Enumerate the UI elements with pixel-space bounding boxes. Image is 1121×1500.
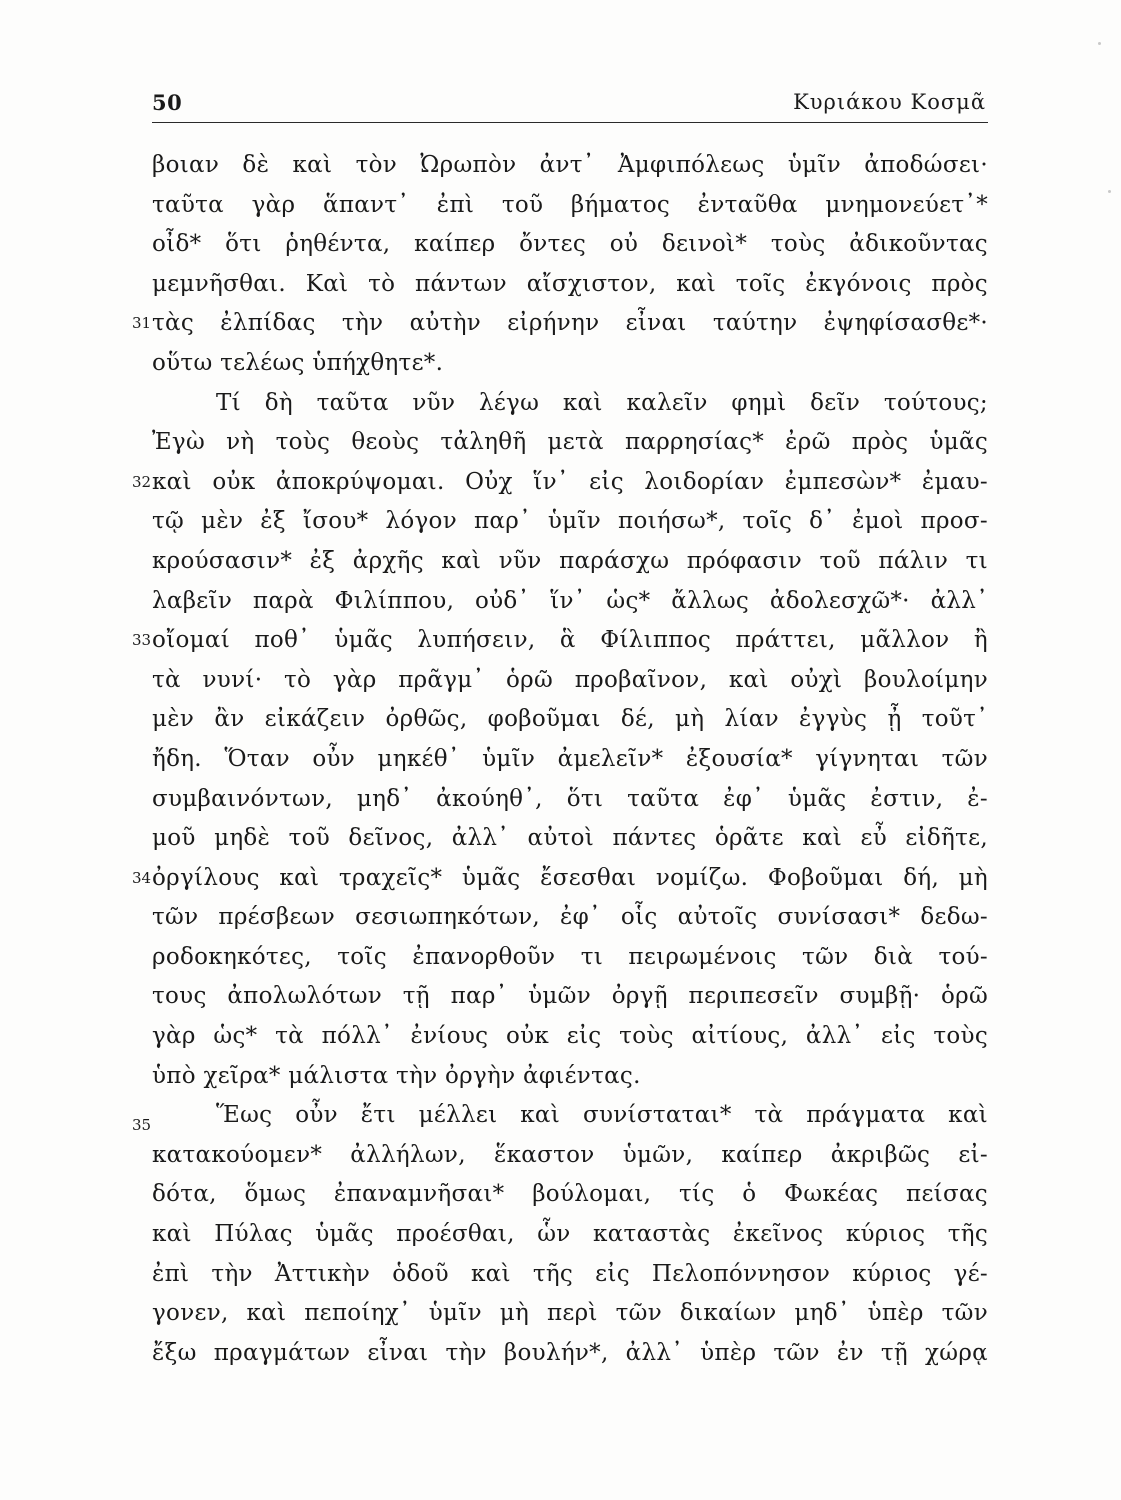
text-line: [152, 1057, 988, 1097]
line-text: τῶν πρέσβεων σεσιωπηκότων, ἐφ᾽ οἷς αὐτοῖς συνίσασι* δεδω-: [152, 904, 988, 931]
text-line: [152, 1136, 988, 1176]
section-number: 31: [132, 314, 152, 333]
line-text: καὶ Πύλας ὑμᾶς προέσθαι, ὧν καταστὰς ἐκεῖνος κύριος τῆς: [152, 1221, 988, 1248]
line-text: δότα, ὅμως ἐπαναμνῆσαι* βούλομαι, τίς ὁ Φωκέας πείσας: [152, 1181, 988, 1208]
section-number: 32: [132, 472, 152, 491]
text-line: [152, 582, 988, 622]
line-text: οὕτω τελέως ὑπήχθητε*.: [152, 349, 444, 376]
line-text: ὀργίλους καὶ τραχεῖς* ὑμᾶς ἔσεσθαι νομίζω. Φοβοῦμαι δή, μὴ: [152, 864, 988, 891]
text-line: [132, 859, 988, 899]
section-number: 35: [132, 1116, 152, 1135]
line-text: μοῦ μηδὲ τοῦ δεῖνος, ἀλλ᾽ αὐτοὶ πάντες ὁρᾶτε καὶ εὖ εἰδῆτε,: [152, 825, 988, 852]
line-text: μεμνῆσθαι. Καὶ τὸ πάντων αἴσχιστον, καὶ τοῖς ἐκγόνοις πρὸς: [152, 270, 988, 297]
section-number: 34: [132, 868, 152, 887]
text-line: [152, 977, 988, 1017]
scan-speck: [1098, 42, 1101, 45]
scan-speck: [1108, 190, 1111, 193]
body-text: [132, 146, 988, 1373]
section-number: 33: [132, 631, 152, 650]
line-text: ἔξω πραγμάτων εἶναι τὴν βουλήν*, ἀλλ᾽ ὑπὲρ τῶν ἐν τῇ χώρᾳ: [152, 1339, 988, 1366]
line-text: ἤδη. Ὅταν οὖν μηκέθ᾽ ὑμῖν ἀμελεῖν* ἐξουσία* γίγνηται τῶν: [152, 745, 988, 772]
line-text: τους ἀπολωλότων τῇ παρ᾽ ὑμῶν ὀργῇ περιπεσεῖν συμβῇ· ὁρῶ: [152, 983, 988, 1010]
text-line: [152, 898, 988, 938]
page-number: 50: [152, 90, 183, 115]
text-line: [152, 502, 988, 542]
line-text: ὑπὸ χεῖρα* μάλιστα τὴν ὀργὴν ἀφιέντας.: [152, 1062, 641, 1089]
text-line: [152, 700, 988, 740]
text-line: [152, 265, 988, 305]
line-text: οἴομαί ποθ᾽ ὑμᾶς λυπήσειν, ἃ Φίλιππος πράττει, μᾶλλον ἢ: [152, 627, 988, 654]
line-text: λαβεῖν παρὰ Φιλίππου, οὐδ᾽ ἵν᾽ ὡς* ἄλλως ἀδολεσχῶ*· ἀλλ᾽: [152, 587, 988, 614]
text-line: [152, 1175, 988, 1215]
line-text: συμβαινόντων, μηδ᾽ ἀκούηθ᾽, ὅτι ταῦτα ἐφ᾽ ὑμᾶς ἐστιν, ἐ-: [152, 785, 988, 812]
text-line: [152, 1255, 988, 1295]
line-text: οἶδ* ὅτι ῥηθέντα, καίπερ ὄντες οὐ δεινοὶ* τοὺς ἀδικοῦντας: [152, 231, 988, 258]
line-text: Τί δὴ ταῦτα νῦν λέγω καὶ καλεῖν φημὶ δεῖν τούτους;: [216, 389, 988, 416]
line-text: καὶ οὐκ ἀποκρύψομαι. Οὐχ ἵν᾽ εἰς λοιδορίαν ἐμπεσὼν* ἐμαυ-: [152, 468, 988, 495]
text-line: [152, 146, 988, 186]
text-line: [152, 186, 988, 226]
text-line: [152, 661, 988, 701]
text-line: [152, 1017, 988, 1057]
text-line: [152, 780, 988, 820]
text-line: [132, 304, 988, 344]
running-head: Κυριάκου Κοσμᾶ: [793, 90, 986, 114]
text-line: [152, 344, 988, 384]
line-text: τὰς ἐλπίδας τὴν αὐτὴν εἰρήνην εἶναι ταύτην ἐψηφίσασθε*·: [152, 310, 988, 337]
text-line: [132, 1096, 988, 1136]
line-text: γὰρ ὡς* τὰ πόλλ᾽ ἐνίους οὐκ εἰς τοὺς αἰτίους, ἀλλ᾽ εἰς τοὺς: [152, 1023, 988, 1050]
text-line: [152, 1334, 988, 1374]
line-text: Ἐγὼ νὴ τοὺς θεοὺς τἀληθῆ μετὰ παρρησίας* ἐρῶ πρὸς ὑμᾶς: [152, 429, 988, 456]
line-text: βοιαν δὲ καὶ τὸν Ὠρωπὸν ἀντ᾽ Ἀμφιπόλεως ὑμῖν ἀποδώσει·: [152, 152, 988, 178]
text-line: [152, 1294, 988, 1334]
text-line: [152, 423, 988, 463]
line-text: τῷ μὲν ἐξ ἴσου* λόγον παρ᾽ ὑμῖν ποιήσω*, τοῖς δ᾽ ἐμοὶ προσ-: [152, 508, 988, 535]
line-text: μὲν ἂν εἰκάζειν ὀρθῶς, φοβοῦμαι δέ, μὴ λίαν ἐγγὺς ᾖ τοῦτ᾽: [152, 706, 988, 733]
text-line: [152, 225, 988, 265]
line-text: γονεν, καὶ πεποίηχ᾽ ὑμῖν μὴ περὶ τῶν δικαίων μηδ᾽ ὑπὲρ τῶν: [152, 1300, 988, 1327]
line-text: Ἕως οὖν ἔτι μέλλει καὶ συνίσταται* τὰ πράγματα καὶ: [216, 1102, 988, 1129]
text-line: [132, 463, 988, 503]
text-line: [132, 621, 988, 661]
line-text: κατακούομεν* ἀλλήλων, ἕκαστον ὑμῶν, καίπερ ἀκριβῶς εἰ-: [152, 1141, 988, 1168]
text-line: [152, 938, 988, 978]
text-line: [152, 542, 988, 582]
line-text: τὰ νυνί· τὸ γὰρ πρᾶγμ᾽ ὁρῶ προβαῖνον, καὶ οὐχὶ βουλοίμην: [152, 666, 988, 693]
text-line: [152, 384, 988, 424]
text-line: [152, 1215, 988, 1255]
text-line: [152, 740, 988, 780]
line-text: ταῦτα γὰρ ἅπαντ᾽ ἐπὶ τοῦ βήματος ἐνταῦθα μνημονεύετ᾽*: [152, 191, 988, 218]
line-text: ἐπὶ τὴν Ἀττικὴν ὁδοῦ καὶ τῆς εἰς Πελοπόννησον κύριος γέ-: [152, 1260, 988, 1287]
line-text: ροδοκηκότες, τοῖς ἐπανορθοῦν τι πειρωμένοις τῶν διὰ τού-: [152, 943, 988, 970]
text-line: [152, 819, 988, 859]
page-header: [152, 86, 988, 123]
line-text: κρούσασιν* ἐξ ἀρχῆς καὶ νῦν παράσχω πρόφασιν τοῦ πάλιν τι: [152, 547, 988, 574]
